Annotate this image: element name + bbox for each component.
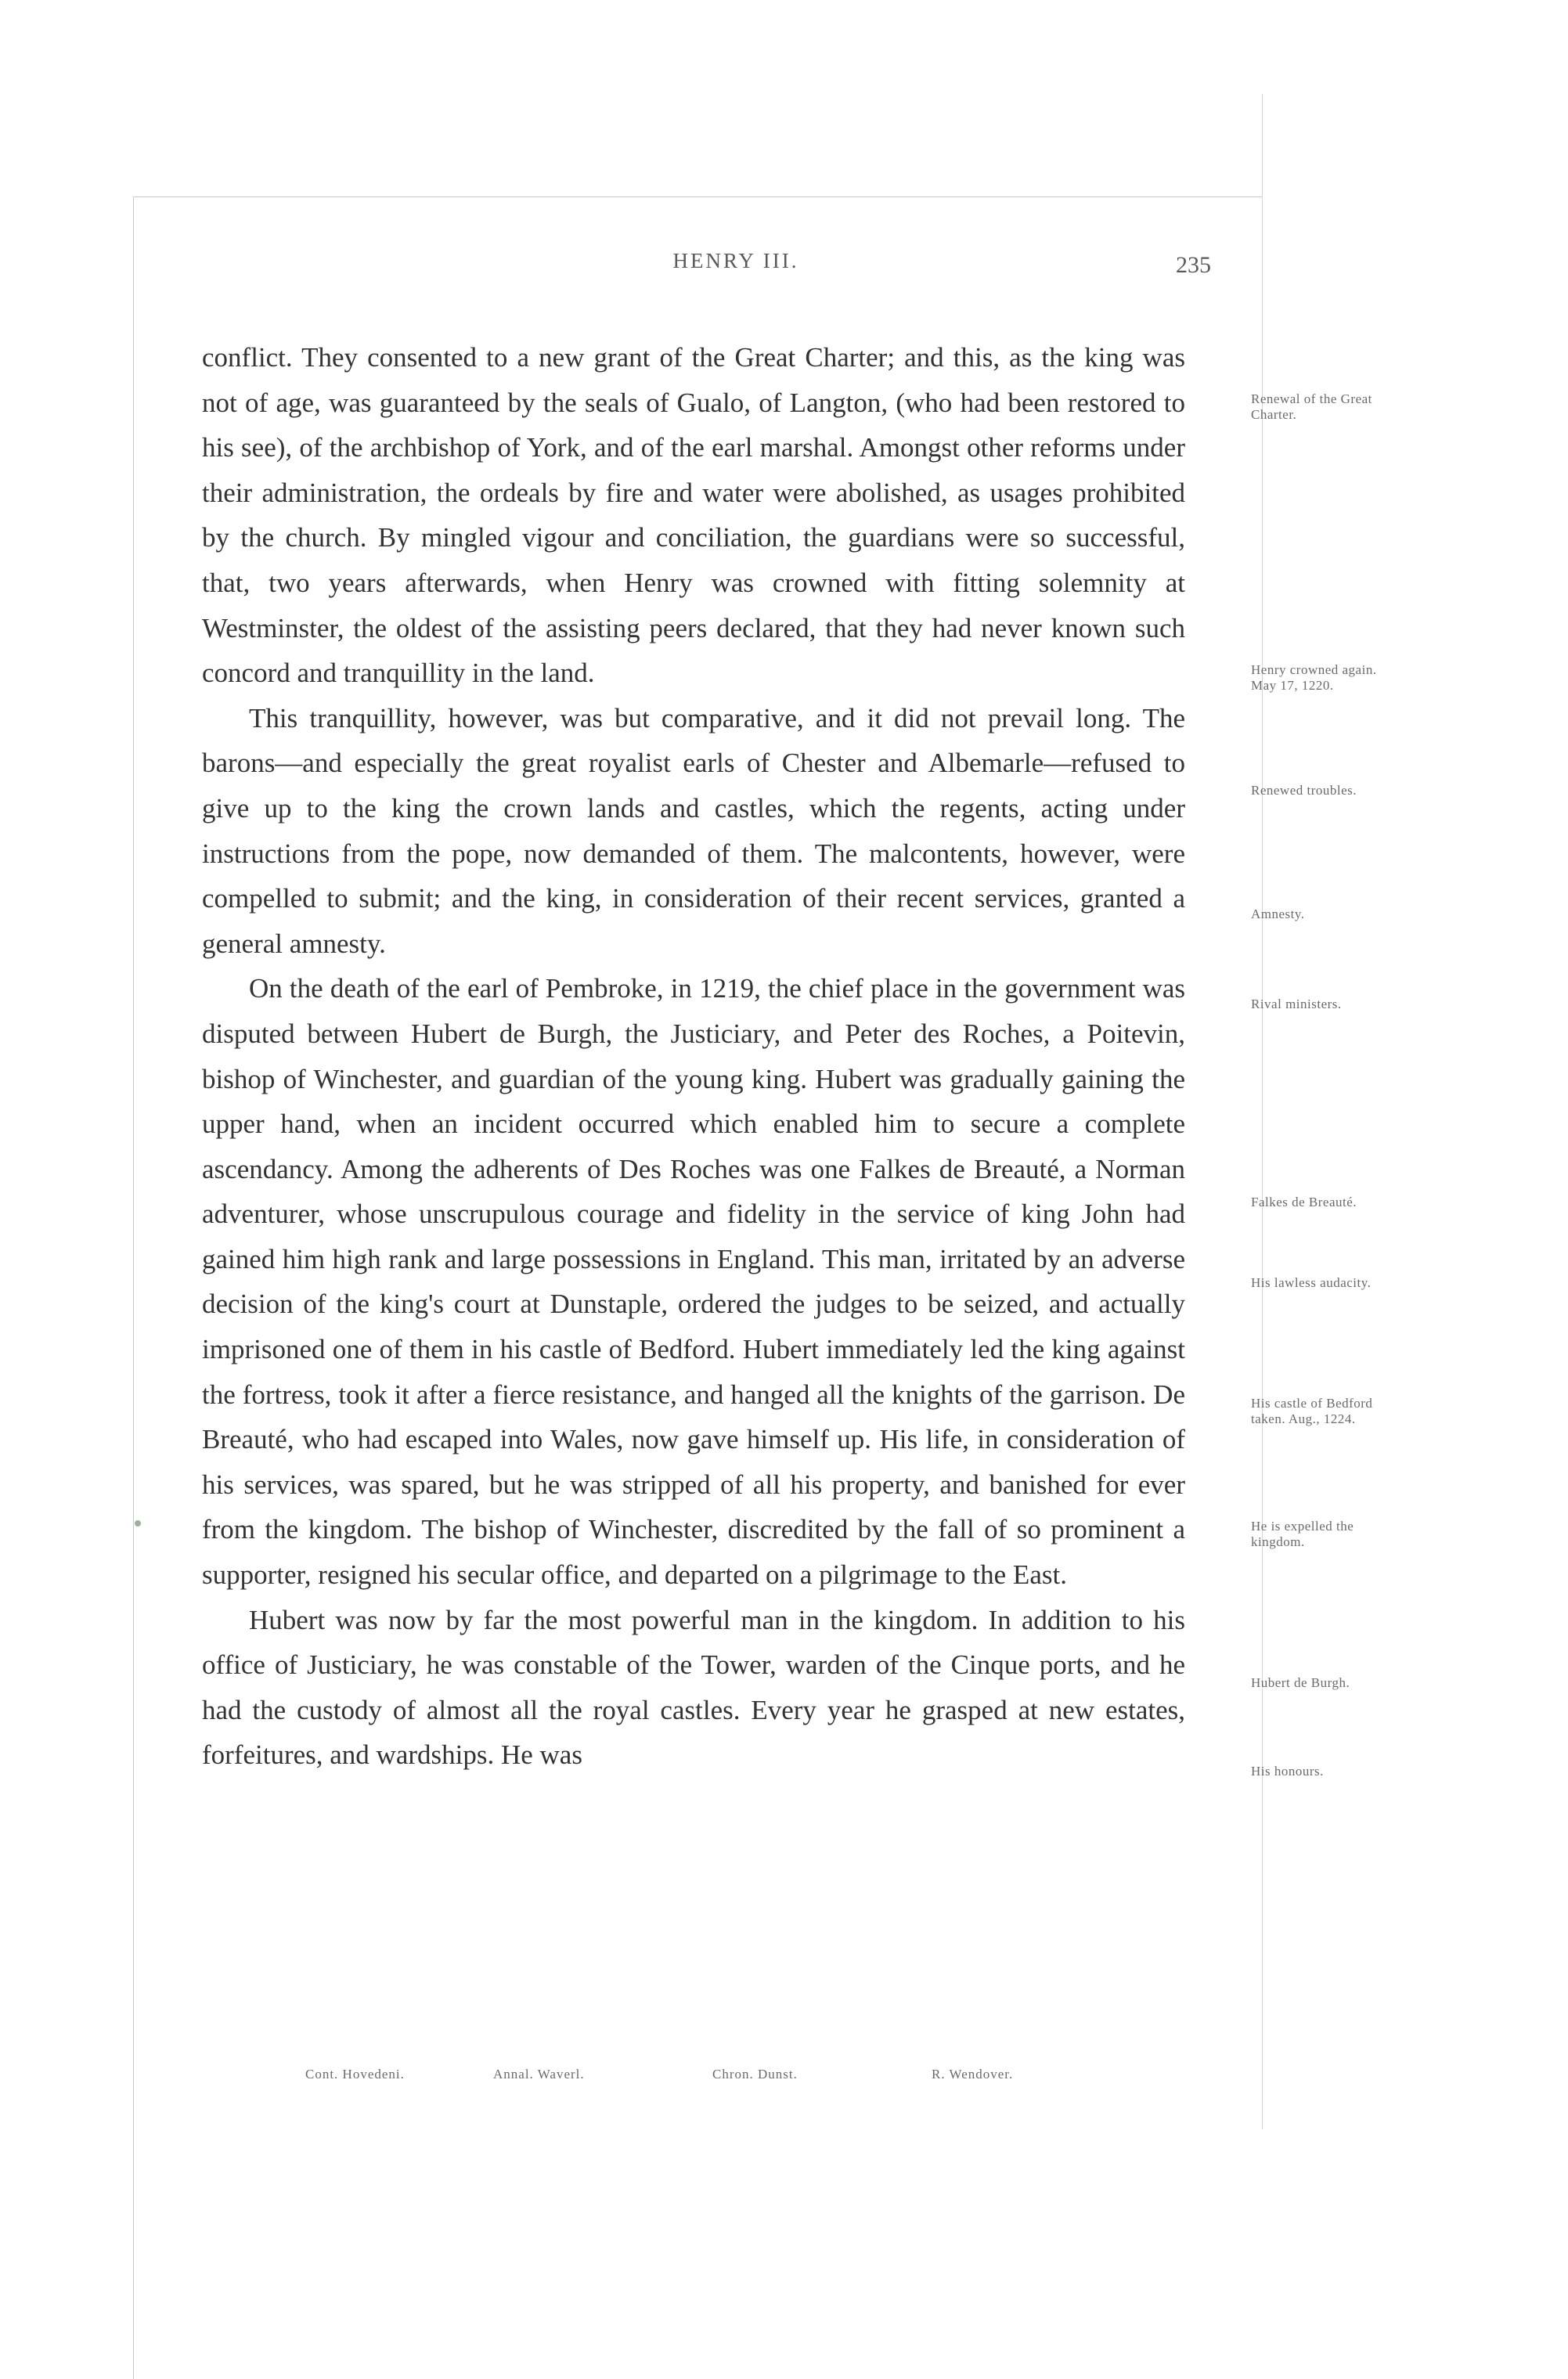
- footnote-3: Chron. Dunst.: [712, 2067, 798, 2082]
- margin-note-expelled: He is expelled the kingdom.: [1251, 1519, 1354, 1549]
- page-frame-top-rule: [133, 196, 1262, 197]
- margin-note-castle-bedford: His castle of Bedford taken. Aug., 1224.: [1251, 1396, 1373, 1426]
- margin-note-hubert: Hubert de Burgh.: [1251, 1675, 1350, 1690]
- paragraph-1: conflict. They consented to a new grant of the Great Charter; and this, as the king was not of age, was guaranteed by the seals of Gualo, of Langton, (who had been restored to his see), of the archbishop of York, and of the earl marshal. Amongst other reforms under their administration, the ordeals by fire and water were abolished, as usages prohibited by the church. By mingled vigour and conciliation, the guardians were so successful, that, two years afterwards, when Henry was crowned with fitting solemnity at Westminster, the oldest of the assisting peers declared, that they had never known such concord and tranquillity in the land.: [202, 342, 1185, 689]
- margin-note-amnesty: Amnesty.: [1251, 907, 1305, 921]
- footnote-2: Annal. Waverl.: [493, 2067, 585, 2082]
- running-title: HENRY III.: [672, 249, 799, 272]
- paragraph-4: Hubert was now by far the most powerful man in the kingdom. In addition to his office of Justiciary, he was constable of the Tower, warden of the Cinque ports, and he had the custody of almost all the royal castles. Every year he grasped at new estates, forfeitures, and wardships. He was: [202, 1604, 1185, 1771]
- page-frame-left-rule: [133, 196, 134, 2379]
- page-number: 235: [1176, 252, 1211, 278]
- margin-note-falkes: Falkes de Breauté.: [1251, 1195, 1357, 1209]
- margin-note-honours: His honours.: [1251, 1764, 1324, 1779]
- margin-note-renewed-troubles: Renewed troubles.: [1251, 783, 1357, 798]
- margin-note-lawless: His lawless audacity.: [1251, 1275, 1372, 1290]
- margin-note-renewal: Renewal of the Great Charter.: [1251, 391, 1372, 422]
- footnote-4: R. Wendover.: [932, 2067, 1014, 2082]
- paragraph-2: This tranquillity, however, was but comparative, and it did not prevail long. The barons—and especially the great royalist earls of Chester and Albemarle—refused to give up to the king the crown lands and castles, which the regents, acting under instructions from the pope, now demanded of them. The malcontents, however, were compelled to submit; and the king, in consideration of their recent services, granted a general amnesty.: [202, 702, 1185, 959]
- paragraph-3: On the death of the earl of Pembroke, in 1219, the chief place in the government was disputed between Hubert de Burgh, the Justiciary, and Peter des Roches, a Poitevin, bishop of Winchester, and guardian of the young king. Hubert was gradually gaining the upper hand, when an incident occurred which enabled him to secure a complete ascendancy. Among the adherents of Des Roches was one Falkes de Breauté, a Norman adventurer, whose unscrupulous courage and fidelity in the service of king John had gained him high rank and large possessions in England. This man, irritated by an adverse decision of the king's court at Dunstaple, ordered the judges to be seized, and actually imprisoned one of them in his castle of Bedford. Hubert immediately led the king against the fortress, took it after a fierce resistance, and hanged all the knights of the garrison. De Breauté, who had escaped into Wales, now gave himself up. His life, in consideration of his services, was spared, but he was stripped of all his property, and banished for ever from the kingdom. The bishop of Winchester, discredited by the fall of so prominent a supporter, resigned his secular office, and departed on a pilgrimage to the East.: [202, 973, 1185, 1591]
- ink-spot: [135, 1520, 141, 1527]
- footnote-1: Cont. Hovedeni.: [305, 2067, 405, 2082]
- margin-note-henry-crowned: Henry crowned again. May 17, 1220.: [1251, 662, 1377, 693]
- main-text: [202, 335, 1185, 1778]
- margin-note-rival-ministers: Rival ministers.: [1251, 997, 1342, 1011]
